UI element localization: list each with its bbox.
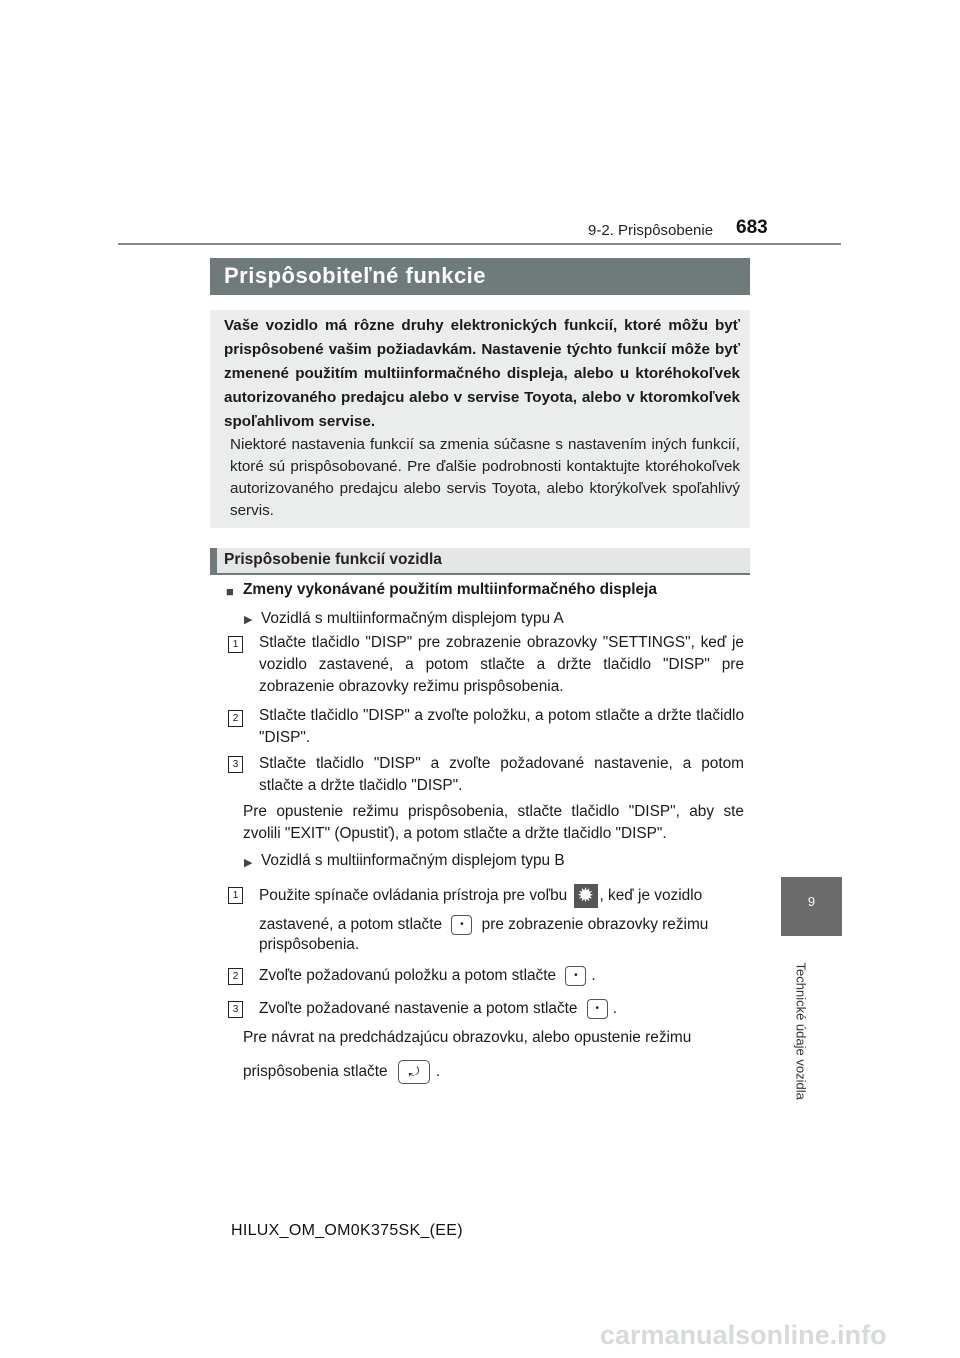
step-text-part: prispôsobenia stlačte [243, 1063, 388, 1081]
type-b-caption: Vozidlá s multiinformačným displejom typu B [261, 852, 565, 869]
ok-button-icon: • [587, 999, 608, 1019]
step-text-part: . [435, 1063, 441, 1081]
subheading: Prispôsobenie funkcií vozidla [224, 551, 442, 568]
section-header: 9-2. Prispôsobenie [588, 222, 714, 239]
back-button-icon: ⤾ [398, 1060, 430, 1084]
section-heading: Zmeny vykonávané použitím multiinformačného displeja [243, 581, 657, 598]
square-bullet-icon: ■ [226, 584, 234, 599]
step-text [259, 965, 596, 987]
ok-button-icon: • [451, 915, 472, 935]
step-text: Stlačte tlačidlo "DISP" a zvoľte požadované nastavenie, a potom stlačte a držte tlačidlo "DISP". [259, 755, 744, 794]
chapter-tab: 9 [781, 877, 842, 936]
settings-gear-icon [574, 884, 598, 908]
step-text: prispôsobenia. [259, 936, 360, 953]
page-title: Prispôsobiteľné funkcie [224, 263, 487, 288]
page-number: 683 [736, 217, 768, 238]
intro-bold-text: Vaše vozidlo má rôzne druhy elektronických funkcií, ktoré môžu byť prispôsobené vašim požiadavkám. Nastavenie týchto funkcií môže byť zmenené použitím multiinformačného displeja, alebo u ktoréhokoľvek autorizovaného predajcu alebo v servise Toyota, alebo v ktoromkoľvek spoľahlivom servise. [224, 317, 740, 430]
ok-button-icon: • [565, 966, 586, 986]
step-text-part: zastavené, a potom stlačte [259, 916, 443, 933]
step-text: Stlačte tlačidlo "DISP" pre zobrazenie obrazovky "SETTINGS", keď je vozidlo zastavené, a potom stlačte a držte tlačidlo "DISP" pre zobrazenie obrazovky režimu prispôsobenia. [259, 634, 744, 695]
back-note [243, 1060, 440, 1084]
step-text-part: Zvoľte požadované nastavenie a potom stlačte [259, 1000, 578, 1017]
step-text-part: Použite spínače ovládania prístroja pre voľbu [259, 887, 568, 905]
step-text [259, 884, 744, 908]
watermark: carmanualsonline.info [600, 1320, 887, 1350]
step-number-box: 3 [228, 1001, 243, 1018]
step-number-box: 1 [228, 636, 243, 653]
step-text: Stlačte tlačidlo "DISP" a zvoľte položku, a potom stlačte a držte tlačidlo "DISP". [259, 707, 744, 746]
step-text-part: pre zobrazenie obrazovky režimu [481, 916, 709, 933]
step-text-part: . [612, 1000, 618, 1017]
header-rule [118, 243, 841, 245]
type-a-caption: Vozidlá s multiinformačným displejom typu A [261, 610, 564, 627]
step-text-part: Zvoľte požadovanú položku a potom stlačte [259, 967, 557, 984]
step-text-part: . [591, 967, 596, 984]
back-note: Pre návrat na predchádzajúcu obrazovku, alebo opustenie režimu [243, 1029, 692, 1046]
chapter-label: Technické údaje vozidla [793, 962, 809, 1100]
subheading-rule [210, 573, 750, 575]
step-text [259, 998, 617, 1020]
step-text-part: , keď je vozidlo [599, 887, 703, 905]
step-number-box: 2 [228, 710, 243, 727]
arrow-bullet-icon: ▶ [244, 857, 253, 869]
document-code: HILUX_OM_OM0K375SK_(EE) [231, 1222, 463, 1239]
arrow-bullet-icon: ▶ [244, 614, 253, 626]
intro-note-text: Niektoré nastavenia funkcií sa zmenia súčasne s nastavením iných funkcií, ktoré sú prispôsobované. Pre ďalšie podrobnosti kontaktujte ktoréhokoľvek autorizovaného predajcu alebo servis Toyota, alebo ktorýkoľvek spoľahlivý servis. [230, 436, 740, 519]
step-number-box: 1 [228, 887, 243, 904]
exit-note: Pre opustenie režimu prispôsobenia, stlačte tlačidlo "DISP", aby ste zvolili "EXIT" (Opustiť), a potom stlačte a držte tlačidlo "DISP". [243, 803, 744, 842]
step-text [259, 914, 744, 936]
step-number-box: 2 [228, 968, 243, 985]
step-number-box: 3 [228, 756, 243, 773]
